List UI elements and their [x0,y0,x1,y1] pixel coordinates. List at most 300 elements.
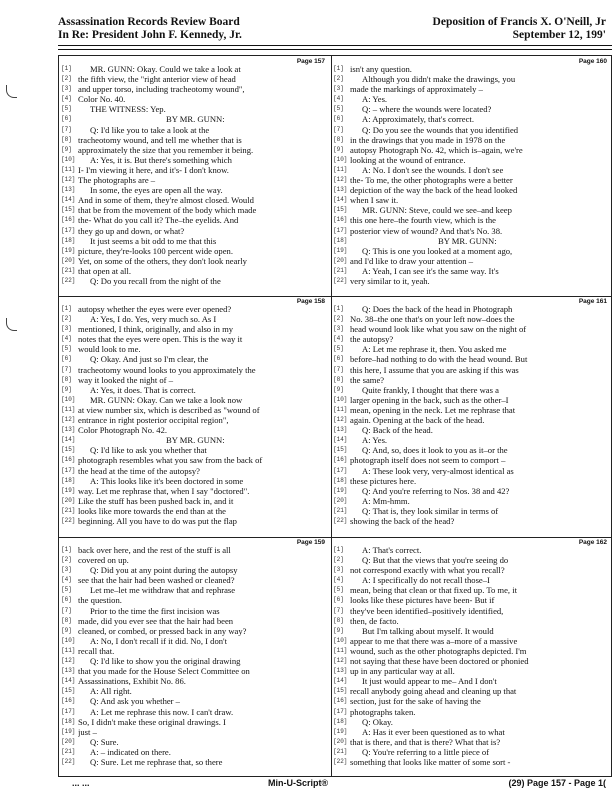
transcript-line [333,636,609,646]
transcript-line [333,595,609,605]
transcript-line [333,94,609,104]
line-number: [11] [61,646,76,654]
line-number: [10] [333,636,348,644]
transcript-line [333,175,609,185]
line-number: [5] [61,345,72,353]
line-number: [14] [61,196,76,204]
transcript-line [333,185,609,195]
line-text: Assassinations, Exhibit No. 86. [78,676,186,687]
line-text: just – [78,726,97,737]
line-number: [17] [61,707,76,715]
line-number: [18] [61,717,76,725]
transcript-line [333,324,609,334]
transcript-line [333,304,609,314]
line-number: [2] [333,75,344,83]
transcript-line [333,334,609,344]
transcript-line [333,276,609,286]
line-text: the- What do you call it? The–the eyelids. And [78,215,239,226]
line-number: [13] [333,426,348,434]
line-text: picture, they're-looks 100 percent wide open. [78,245,233,256]
line-number: [21] [61,506,76,514]
margin-mark [6,85,17,98]
line-text: Q: You're referring to a little piece of [362,746,490,757]
line-number: [21] [333,266,348,274]
line-text: It just seems a bit odd to me that this [90,235,217,246]
line-number: [22] [333,276,348,284]
line-text: covered on up. [78,555,129,566]
line-text: showing the back of the head? [350,515,455,526]
line-text: Prior to the time the first incision was [90,605,220,616]
line-number: [1] [333,65,344,72]
line-text: wound, such as the other photographs depicted. I'm [350,645,527,656]
line-text: BY MR. GUNN: [166,435,225,446]
deposition-date: September 12, 199' [512,29,606,41]
transcript-line [61,555,327,565]
transcript-line [333,476,609,486]
line-text: they've been identified–positively identified, [350,605,504,616]
line-number: [15] [333,206,348,214]
line-text: back over here, and the rest of the stuff is all [78,545,231,555]
line-text: I- I'm viewing it here, and it's- I don't know. [78,164,229,175]
transcript-line [333,656,609,666]
transcript-line [333,236,609,246]
line-number: [22] [61,516,76,524]
line-number: [16] [61,216,76,224]
line-number: [6] [333,596,344,604]
line-number: [13] [61,426,76,434]
transcript-line [61,385,327,395]
transcript-line [333,696,609,706]
transcript-line [61,506,327,516]
line-number: [12] [333,657,348,665]
line-number: [16] [61,456,76,464]
line-number: [11] [333,405,348,413]
transcript-line [61,717,327,727]
line-text: Q: Back of the head. [362,425,433,436]
transcript-line [333,757,609,767]
line-number: [11] [333,165,348,173]
line-text: looks like these pictures have been- But if [350,595,495,606]
transcript-page [331,296,611,535]
line-number: [5] [61,586,72,594]
transcript-line [61,727,327,737]
line-text: So, I didn't make these original drawings. I [78,716,226,727]
line-text: In some, the eyes are open all the way. [90,185,223,196]
line-text: A: This looks like it's been doctored in some [90,475,244,486]
line-text: would look to me. [78,344,141,355]
line-number: [18] [333,236,348,244]
line-number: [14] [333,196,348,204]
line-number: [13] [61,667,76,675]
line-text: before–had nothing to do with the head wound. But [350,354,528,365]
footer-left: ... ... [72,778,90,788]
transcript-line [61,114,327,124]
line-number: [8] [61,375,72,383]
line-number: [14] [333,677,348,685]
transcript-line [61,455,327,465]
line-number: [10] [61,395,76,403]
line-number: [11] [61,405,76,413]
line-number: [2] [333,556,344,564]
line-text: A: Yes, I do. Yes, very much so. As I [90,314,217,325]
transcript-line [333,165,609,175]
transcript-line [61,155,327,165]
line-number: [3] [61,325,72,333]
line-text: at view number six, which is described as "wound of [78,404,260,415]
line-text: A: Yes. [362,94,388,105]
transcript-line [333,686,609,696]
line-number: [6] [61,596,72,604]
line-number: [17] [333,466,348,474]
line-number: [22] [333,757,348,765]
line-number: [16] [333,216,348,224]
transcript-line [61,666,327,676]
transcript-line [333,125,609,135]
line-text: and I'd like to draw your attention – [350,255,474,266]
transcript-line [61,135,327,145]
line-text: photographs taken. [350,706,416,717]
transcript-line [61,324,327,334]
line-number: [5] [333,586,344,594]
line-text: something that looks like matter of some sort - [350,756,511,767]
line-text: Color Photograph No. 42. [78,425,168,436]
line-text: way. Let me rephrase that, when I say "doctored". [78,485,250,496]
line-text: Yet, on some of the others, they don't look nearly [78,255,247,266]
transcript-line [61,405,327,415]
line-text: that is there, and that is there? What that is? [350,736,501,747]
line-text: Q: Did you at any point during the autopsy [90,565,238,576]
line-text: Q: This is one you looked at a moment ago, [362,245,513,256]
page-number: Page 157 [296,58,325,65]
line-number: [10] [333,155,348,163]
line-text: looking at the wound of entrance. [350,154,466,165]
line-text: autopsy Photograph No. 42, which is–again, we're [350,144,523,155]
line-text: mean, opening in the neck. Let me rephrase that [350,404,516,415]
line-number: [11] [61,165,76,173]
deposition-title: Deposition of Francis X. O'Neill, Jr [432,16,606,28]
line-text: A: Mm-hmm. [362,495,410,506]
line-number: [1] [333,305,344,312]
line-text: again. Opening at the back of the head. [350,415,485,426]
line-number: [17] [61,466,76,474]
line-number: [14] [333,436,348,444]
line-number: [7] [61,365,72,373]
transcript-line [333,215,609,225]
line-number: [19] [61,727,76,735]
transcript-line [61,84,327,94]
transcript-line [333,565,609,575]
line-text: photograph itself does not seem to comport – [350,455,506,466]
line-number: [7] [61,125,72,133]
transcript-line [333,747,609,757]
line-number: [7] [333,365,344,373]
line-number: [5] [333,105,344,113]
transcript-line [61,476,327,486]
line-number: [19] [61,486,76,494]
transcript-line [333,555,609,565]
transcript-line [333,626,609,636]
transcript-line [61,486,327,496]
line-number: [20] [61,496,76,504]
line-text: Q: But that the views that you're seeing do [362,555,509,566]
transcript-line [333,466,609,476]
line-text: then, de facto. [350,615,399,626]
transcript-line [61,145,327,155]
line-text: this here, I assume that you are asking if this was [350,364,519,375]
line-number: [10] [61,636,76,644]
line-text: that be from the movement of the body which made [78,205,257,216]
transcript-line [333,385,609,395]
transcript-line [61,175,327,185]
line-number: [19] [333,246,348,254]
line-number: [12] [61,657,76,665]
line-text: Although you didn't make the drawings, you [362,74,516,85]
line-text: But I'm talking about myself. It would [362,625,494,636]
transcript-line [61,215,327,225]
transcript-line [61,236,327,246]
line-number: [16] [333,456,348,464]
line-number: [8] [61,616,72,624]
line-text: Q: Does the back of the head in Photograph [362,304,513,314]
line-text: BY MR. GUNN: [166,114,225,125]
line-text: A: Yes, it does. That is correct. [90,384,196,395]
transcript-line [61,395,327,405]
transcript-line [61,636,327,646]
line-number: [20] [333,496,348,504]
line-number: [7] [333,125,344,133]
line-text: Like the stuff has been pushed back in, and it [78,495,234,506]
line-number: [2] [333,315,344,323]
line-number: [10] [61,155,76,163]
transcript-line [61,696,327,706]
case-title: In Re: President John F. Kennedy, Jr. [58,29,242,41]
page-number: Page 161 [578,298,607,305]
line-number: [17] [61,226,76,234]
page-number: Page 162 [578,539,607,546]
transcript-line [333,64,609,74]
transcript-line [61,256,327,266]
line-text: mentioned, I think, originally, and also in my [78,324,234,335]
transcript-line [61,747,327,757]
line-text: mean, being that clean or that fixed up. To me, it [350,585,518,596]
transcript-line [61,466,327,476]
header-right [433,16,606,42]
line-text: Q: That is, they look similar in terms of [362,505,499,516]
transcript-line [333,84,609,94]
line-text: this one here–the fourth view, which is the [350,215,496,226]
transcript-line [61,104,327,114]
line-text: very similar to it, yeah. [350,275,430,286]
line-number: [5] [61,105,72,113]
line-text: Q: I'd like to ask you whether that [90,445,207,456]
line-text: made the markings of approximately – [350,84,483,95]
line-number: [4] [333,335,344,343]
transcript-line [61,516,327,526]
transcript-line [333,74,609,84]
line-number: [1] [333,546,344,553]
transcript-line [61,185,327,195]
line-text: No. 38–the one that's on your left now–does the [350,314,515,325]
line-text: way it looked the night of – [78,374,173,385]
line-number: [12] [333,176,348,184]
line-text: tracheotomy wound, and tell me whether that is [78,134,242,145]
line-number: [2] [61,75,72,83]
line-text: And in some of them, they're almost closed. Would [78,195,254,206]
line-number: [17] [333,707,348,715]
line-text: entrance in right posterior occipital region", [78,415,229,426]
line-number: [18] [333,717,348,725]
line-text: Q: Okay. [362,716,393,727]
transcript-line [61,375,327,385]
line-text: MR. GUNN: Okay. Can we take a look now [90,394,243,405]
line-text: Q: Do you recall from the night of the [90,275,221,286]
transcript-line [61,276,327,286]
transcript-line [333,405,609,415]
line-text: A: Yes, it is. But there's something which [90,154,232,165]
transcript-line [333,344,609,354]
line-text: photograph resembles what you saw from the back of [78,455,263,466]
line-number: [18] [61,236,76,244]
line-number: [14] [61,677,76,685]
line-text: A: Let me rephrase this now. I can't draw. [90,706,234,717]
line-text: they go up and down, or what? [78,225,185,236]
line-text: Q: I'd like to show you the original drawing [90,656,241,667]
line-text: that open at all. [78,265,131,276]
line-number: [22] [333,516,348,524]
line-number: [13] [61,186,76,194]
transcript-line [61,626,327,636]
transcript-line [61,226,327,236]
line-text: section, just for the sake of having the [350,696,481,707]
line-text: A: That's correct. [362,545,422,555]
line-text: in the drawings that you made in 1978 on the [350,134,506,145]
transcript-line [61,676,327,686]
line-text: these pictures here. [350,475,417,486]
transcript-line [61,646,327,656]
transcript-page [331,56,611,294]
transcript-line [333,354,609,364]
line-text: appear to me that there was a–more of a massive [350,635,518,646]
line-text: MR. GUNN: Steve, could we see–and keep [362,205,512,216]
transcript-line [61,354,327,364]
line-number: [3] [61,85,72,93]
transcript-line [333,195,609,205]
line-text: the- To me, the other photographs were a better [350,175,513,186]
transcript-line [333,606,609,616]
line-number: [20] [61,256,76,264]
line-text: Q: I'd like you to take a look at the [90,124,210,135]
line-number: [1] [61,65,72,72]
line-text: head wound look like what you saw on the night of [350,324,527,335]
line-text: Let me–let me withdraw that and rephrase [90,585,236,596]
transcript-page [59,296,329,535]
transcript-line [61,445,327,455]
header-rule [58,45,612,46]
line-text: depiction of the way the back of the head looked [350,185,518,196]
line-number: [8] [333,135,344,143]
transcript-line [61,266,327,276]
line-text: A: No. I don't see the wounds. I don't see [362,164,504,175]
line-number: [9] [333,626,344,634]
footer-brand: Min-U-Script® [268,778,329,788]
line-number: [15] [61,687,76,695]
line-number: [13] [333,186,348,194]
line-text: A: Let me rephrase it, then. You asked me [362,344,507,355]
line-number: [8] [333,375,344,383]
line-number: [15] [333,687,348,695]
line-number: [10] [333,395,348,403]
line-text: isn't any question. [350,64,412,74]
transcript-line [61,246,327,256]
line-text: larger opening in the back, such as the other–I [350,394,509,405]
line-number: [22] [61,757,76,765]
line-number: [7] [61,606,72,614]
line-text: tracheotomy wound looks to you approximately the [78,364,256,375]
line-number: [15] [61,206,76,214]
line-number: [20] [61,737,76,745]
transcript-line [333,717,609,727]
line-number: [8] [61,135,72,143]
line-text: Color No. 40. [78,94,126,105]
line-text: Q: Do you see the wounds that you identified [362,124,519,135]
line-number: [4] [61,576,72,584]
footer-page-range: (29) Page 157 - Page 1( [508,778,606,788]
line-text: see that the hair had been washed or cleaned? [78,575,235,586]
line-number: [21] [61,747,76,755]
transcript-line [61,125,327,135]
header-rule-thin [58,49,612,50]
line-text: not correspond exactly with what you recall? [350,565,505,576]
margin-mark [6,318,17,331]
line-text: A: Yeah, I can see it's the same way. It's [362,265,499,276]
transcript-line [61,344,327,354]
transcript-line [333,145,609,155]
line-number: [19] [333,727,348,735]
line-text: autopsy whether the eyes were ever opened? [78,304,232,314]
transcript-line [333,375,609,385]
transcript-line [333,365,609,375]
line-number: [20] [333,256,348,264]
line-number: [9] [61,626,72,634]
transcript-line [61,585,327,595]
transcript-line [333,646,609,656]
line-text: looks like more towards the end than at the [78,505,226,516]
transcript-line [333,435,609,445]
transcript-line [333,266,609,276]
transcript-line [61,737,327,747]
line-number: [13] [333,667,348,675]
transcript-line [333,135,609,145]
line-text: Q: Okay. And just so I'm clear, the [90,354,209,365]
line-number: [4] [61,335,72,343]
transcript-line [333,226,609,236]
line-text: recall anybody going ahead and cleaning up that [350,686,517,697]
transcript-line [333,415,609,425]
line-text: notes that the eyes were open. This is the way it [78,334,243,345]
transcript-line [333,486,609,496]
line-text: the autopsy? [350,334,394,345]
transcript-line [333,425,609,435]
line-text: A: These look very, very-almost identical as [362,465,514,476]
line-number: [18] [333,476,348,484]
line-number: [6] [333,115,344,123]
transcript-line [333,455,609,465]
transcript-line [61,425,327,435]
line-number: [6] [61,355,72,363]
transcript-line [61,545,327,555]
page-number: Page 158 [296,298,325,305]
line-text: the same? [350,374,385,385]
